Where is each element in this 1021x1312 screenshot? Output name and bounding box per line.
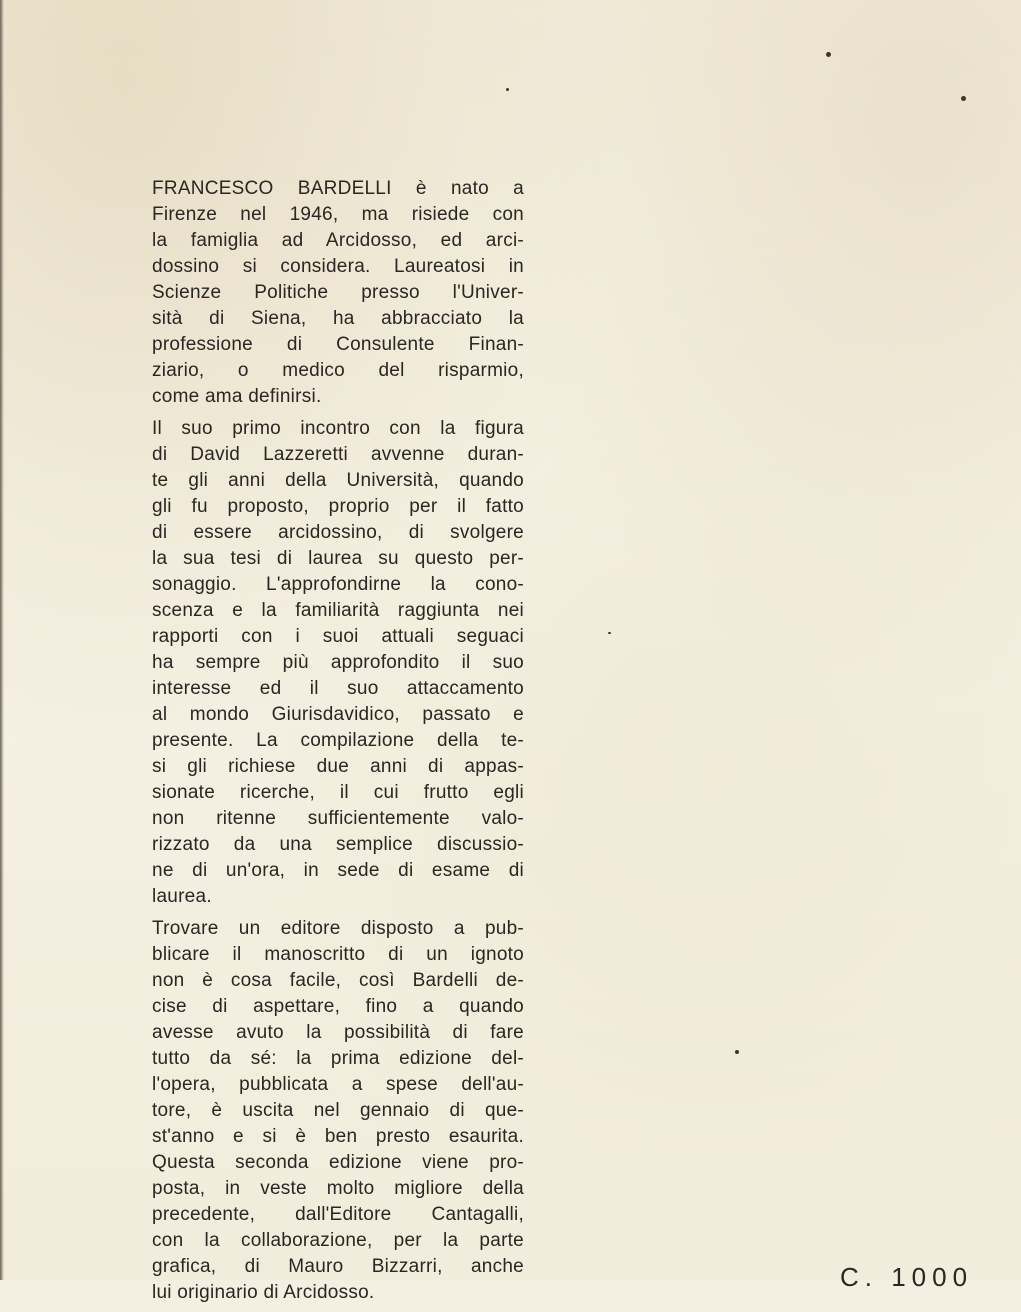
- text-line: la famiglia ad Arcidosso, ed arci-: [152, 230, 524, 251]
- ink-speck: [735, 1050, 739, 1054]
- text-line: posta, in veste molto migliore della: [152, 1178, 524, 1199]
- page-edge-shadow: [0, 0, 4, 1280]
- text-line: al mondo Giurisdavidico, passato e: [152, 704, 524, 725]
- text-line: blicare il manoscritto di un ignoto: [152, 944, 524, 965]
- text-line: precedente, dall'Editore Cantagalli,: [152, 1204, 524, 1225]
- text-line: interesse ed il suo attaccamento: [152, 678, 524, 699]
- text-line: st'anno e si è ben presto esaurita.: [152, 1126, 524, 1147]
- ink-speck: [826, 52, 831, 57]
- text-line: gli fu proposto, proprio per il fatto: [152, 496, 524, 517]
- text-line: te gli anni della Università, quando: [152, 470, 524, 491]
- text-line: con la collaborazione, per la parte: [152, 1230, 524, 1251]
- text-line: grafica, di Mauro Bizzarri, anche: [152, 1256, 524, 1277]
- text-line: lui originario di Arcidosso.: [152, 1282, 375, 1303]
- text-line: non è cosa facile, così Bardelli de-: [152, 970, 524, 991]
- ink-speck: [608, 632, 611, 634]
- text-line: Trovare un editore disposto a pub-: [152, 918, 524, 939]
- text-line: ha sempre più approfondito il suo: [152, 652, 524, 673]
- text-line: laurea.: [152, 886, 212, 907]
- text-line: Il suo primo incontro con la figura: [152, 418, 524, 439]
- text-line: di David Lazzeretti avvenne duran-: [152, 444, 524, 465]
- text-line: ne di un'ora, in sede di esame di: [152, 860, 524, 881]
- text-line: come ama definirsi.: [152, 386, 322, 407]
- text-line: presente. La compilazione della te-: [152, 730, 524, 751]
- biography-paragraph: [152, 416, 524, 910]
- text-line: scenza e la familiarità raggiunta nei: [152, 600, 524, 621]
- text-line: professione di Consulente Finan-: [152, 334, 524, 355]
- ink-speck: [506, 88, 509, 91]
- corner-mark: C. 1000: [840, 1262, 974, 1292]
- author-biography: [152, 176, 524, 1312]
- text-line: sonaggio. L'approfondirne la cono-: [152, 574, 524, 595]
- text-line: non ritenne sufficientemente valo-: [152, 808, 524, 829]
- text-line: tutto da sé: la prima edizione del-: [152, 1048, 524, 1069]
- text-line: l'opera, pubblicata a spese dell'au-: [152, 1074, 524, 1095]
- text-line: avesse avuto la possibilità di fare: [152, 1022, 524, 1043]
- ink-speck: [961, 96, 966, 101]
- text-line: sionate ricerche, il cui frutto egli: [152, 782, 524, 803]
- text-line: Firenze nel 1946, ma risiede con: [152, 204, 524, 225]
- text-line: Scienze Politiche presso l'Univer-: [152, 282, 524, 303]
- text-line: rapporti con i suoi attuali seguaci: [152, 626, 524, 647]
- text-line: cise di aspettare, fino a quando: [152, 996, 524, 1017]
- text-line: Questa seconda edizione viene pro-: [152, 1152, 524, 1173]
- text-line: rizzato da una semplice discussio-: [152, 834, 524, 855]
- text-line: FRANCESCO BARDELLI è nato a: [152, 178, 524, 199]
- text-line: dossino si considera. Laureatosi in: [152, 256, 524, 277]
- biography-paragraph: [152, 916, 524, 1306]
- text-line: sità di Siena, ha abbracciato la: [152, 308, 524, 329]
- text-line: ziario, o medico del risparmio,: [152, 360, 524, 381]
- text-line: tore, è uscita nel gennaio di que-: [152, 1100, 524, 1121]
- biography-paragraph: [152, 176, 524, 410]
- text-line: di essere arcidossino, di svolgere: [152, 522, 524, 543]
- text-line: si gli richiese due anni di appas-: [152, 756, 524, 777]
- text-line: la sua tesi di laurea su questo per-: [152, 548, 524, 569]
